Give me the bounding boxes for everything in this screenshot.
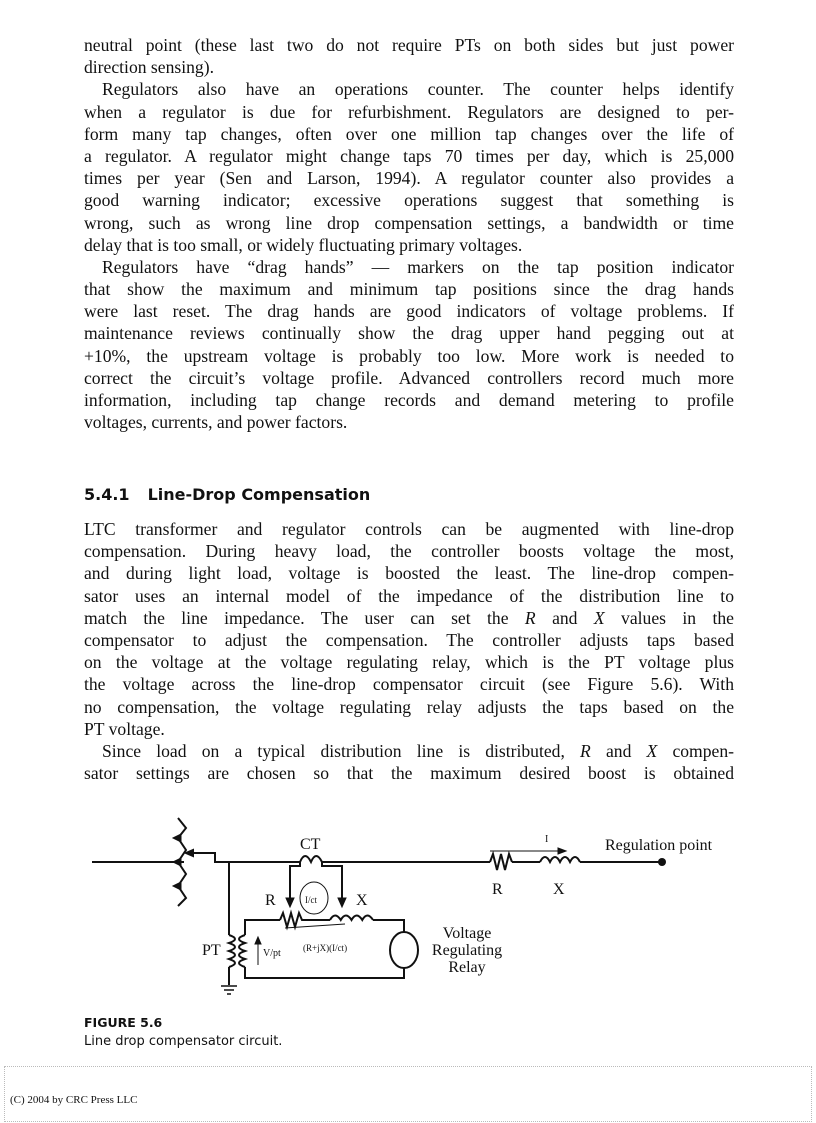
label-relay-1: Voltage bbox=[442, 925, 492, 942]
label-current: I bbox=[545, 834, 549, 845]
text-line: a regulator. A regulator might change taps 70 times per day, which is 25,000 bbox=[84, 145, 734, 166]
text-line: form many tap changes, often over one million tap changes over the life of bbox=[84, 123, 734, 144]
text-line: were last reset. The drag hands are good indicators of voltage problems. If bbox=[84, 301, 734, 322]
text-line: times per year (Sen and Larson, 1994). A regulator counter also provides a bbox=[84, 168, 734, 189]
line-reactance bbox=[540, 857, 580, 862]
text-line: delay that is too small, or widely fluctuating primary voltages. bbox=[84, 234, 523, 255]
ct-symbol bbox=[300, 856, 322, 862]
section-title: Line-Drop Compensation bbox=[147, 485, 371, 504]
text-line: neutral point (these last two do not require PTs on both sides but just power bbox=[84, 35, 734, 55]
label-regulation-point: Regulation point bbox=[605, 837, 713, 854]
label-v-pt: V/pt bbox=[263, 948, 281, 959]
text-line: PT voltage. bbox=[84, 718, 165, 739]
label-ct: CT bbox=[300, 836, 321, 853]
text-line: wrong, such as wrong line drop compensation settings, a bandwidth or time bbox=[84, 212, 734, 233]
label-comp-r: R bbox=[265, 892, 276, 909]
text-line: direction sensing). bbox=[84, 57, 214, 78]
figure-caption-title: FIGURE 5.6 bbox=[84, 1015, 163, 1030]
text-line: +10%, the upstream voltage is probably too low. More work is needed to bbox=[84, 345, 734, 366]
line-resistor bbox=[490, 854, 512, 870]
pt-coil bbox=[229, 935, 245, 967]
text-line: no compensation, the voltage regulating relay adjusts the taps based on the bbox=[84, 696, 734, 717]
label-comp-x: X bbox=[356, 892, 368, 909]
text-line: sator uses an internal model of the impedance of the distribution line to bbox=[84, 585, 734, 606]
label-pt: PT bbox=[202, 942, 221, 959]
text-segment: Since load on a typical distribution line is distributed, bbox=[102, 740, 581, 761]
text-segment: values in the bbox=[604, 607, 734, 628]
text-line: LTC transformer and regulator controls can be augmented with line-drop bbox=[84, 519, 734, 539]
text-line: maintenance reviews continually show the drag upper hand pegging out at bbox=[84, 323, 734, 344]
italic-symbol: X bbox=[646, 740, 658, 761]
label-line-r: R bbox=[492, 881, 503, 898]
text-line: voltages, currents, and power factors. bbox=[84, 412, 348, 433]
copyright-footer: (C) 2004 by CRC Press LLC bbox=[10, 1094, 138, 1106]
text-segment: compen- bbox=[657, 740, 734, 761]
section-number: 5.4.1 bbox=[84, 485, 130, 504]
text-line: that show the maximum and minimum tap positions since the drag hands bbox=[84, 279, 734, 300]
comp-reactance bbox=[330, 916, 373, 921]
comp-resistor bbox=[280, 913, 330, 927]
text-line: when a regulator is due for refurbishment. Regulators are designed to per- bbox=[84, 101, 734, 122]
text-line: correct the circuit’s voltage profile. Advanced controllers record much more bbox=[84, 367, 734, 388]
label-line-x: X bbox=[553, 881, 565, 898]
text-line: compensator to adjust the compensation. The controller adjusts taps based bbox=[84, 629, 734, 650]
text-line: the voltage across the line-drop compensator circuit (see Figure 5.6). With bbox=[84, 674, 734, 695]
ground-symbol bbox=[221, 986, 237, 994]
text-line: information, including tap change records and demand metering to profile bbox=[84, 390, 734, 410]
label-relay-3: Relay bbox=[448, 959, 486, 976]
label-drop-voltage: (R+jX)(I/ct) bbox=[303, 943, 348, 953]
text-line: sator settings are chosen so that the maximum desired boost is obtained bbox=[84, 763, 734, 784]
label-relay-2: Regulating bbox=[431, 942, 503, 959]
italic-symbol: R bbox=[524, 607, 536, 628]
italic-symbol: R bbox=[580, 740, 591, 761]
text-line: Regulators have “drag hands” — markers on the tap position indicator bbox=[102, 256, 734, 277]
text-line: and during light load, voltage is boosted the least. The line-drop compen- bbox=[84, 563, 734, 584]
figure-caption-text: Line drop compensator circuit. bbox=[84, 1034, 283, 1049]
text-line: compensation. During heavy load, the controller boosts voltage the most, bbox=[84, 541, 734, 562]
text-segment: match the line impedance. The user can set the bbox=[84, 607, 525, 628]
text-line: Regulators also have an operations counter. The counter helps identify bbox=[102, 79, 734, 100]
relay-symbol bbox=[390, 932, 418, 968]
text-segment: and bbox=[535, 607, 594, 628]
label-i-ct: I/ct bbox=[305, 895, 317, 905]
text-line: good warning indicator; excessive operations suggest that something is bbox=[84, 190, 734, 211]
text-segment: and bbox=[590, 740, 647, 761]
text-line: on the voltage at the voltage regulating relay, which is the PT voltage plus bbox=[84, 652, 734, 673]
italic-symbol: X bbox=[593, 607, 605, 628]
